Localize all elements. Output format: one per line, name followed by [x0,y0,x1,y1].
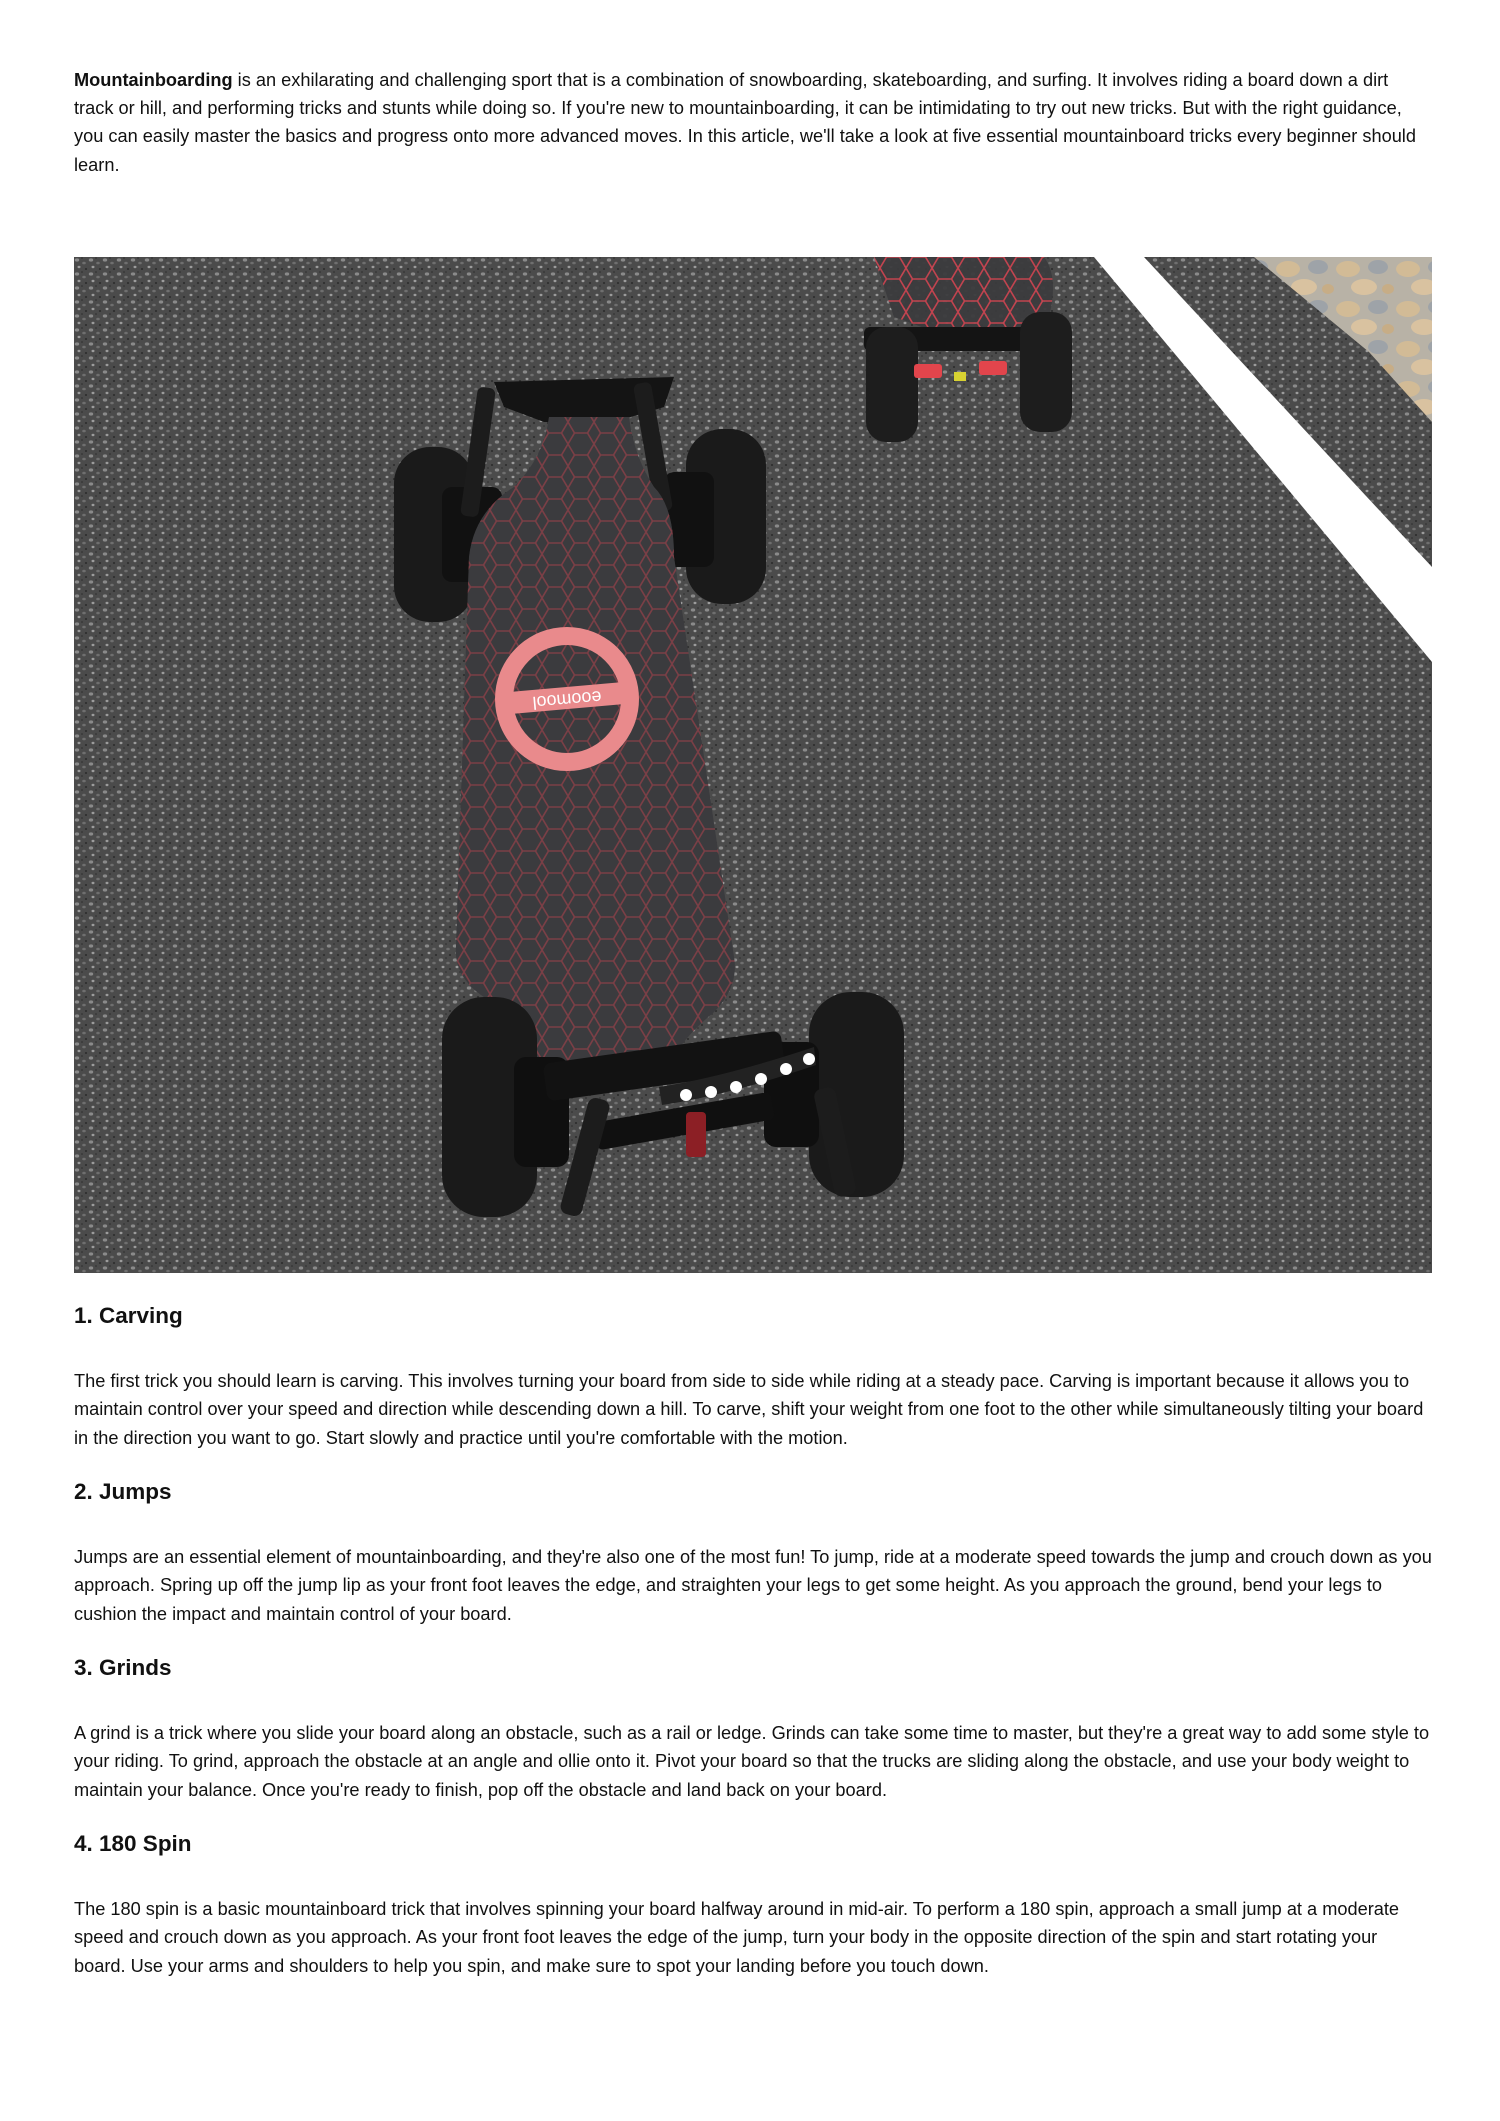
section-carving [74,1302,1432,1448]
intro-bold-lead: Mountainboarding [74,70,233,90]
svg-text:eoomool: eoomool [531,687,603,713]
section-body: A grind is a trick where you slide your board along an obstacle, such as a rail or ledge. Grinds can take some time to master, but they're a great way to add some style to your riding. To grind, approach the obstacle at an angle and ollie onto it. Pivot your board so that the trucks are sliding along the obstacle, and use your body weight to maintain your balance. Once you're ready to finish, pop off the obstacle and land back on your board. [74,1723,1430,1800]
section-heading: 2. Jumps [74,1479,172,1504]
intro-text: is an exhilarating and challenging sport that is a combination of snowboarding, skateboarding, and surfing. It involves riding a board down a dirt track or hill, and performing tricks and stunts while doing so. If you're new to mountainboarding, it can be intimidating to try out new tricks. But with the right guidance, you can easily master the basics and progress onto more advanced moves. In this article, we'll take a look at five essential mountainboard tricks every beginner should learn. [74,70,1416,175]
section-heading: 1. Carving [74,1303,183,1328]
mountainboard-photo [74,257,1432,1273]
section-heading: 3. Grinds [74,1655,172,1680]
section-body: The 180 spin is a basic mountainboard trick that involves spinning your board halfway around in mid-air. To perform a 180 spin, approach a small jump at a moderate speed and crouch down as you approach. As your front foot leaves the edge of the jump, turn your body in the opposite direction of the spin and start rotating your board. Use your arms and shoulders to help you spin, and make sure to spot your landing before you touch down. [74,1899,1400,1976]
section-heading: 4. 180 Spin [74,1831,192,1856]
hero-image [74,257,1432,1273]
section-body: Jumps are an essential element of mountainboarding, and they're also one of the most fun! To jump, ride at a moderate speed towards the jump and crouch down as you approach. Spring up off the jump lip as your front foot leaves the edge, and straighten your legs to get some height. As you approach the ground, bend your legs to cushion the impact and maintain control of your board. [74,1547,1432,1624]
section-180-spin [74,1830,1432,1976]
intro-paragraph [74,66,1432,179]
section-jumps [74,1478,1432,1624]
section-body: The first trick you should learn is carving. This involves turning your board from side to side while riding at a steady pace. Carving is important because it allows you to maintain control over your speed and direction while descending down a hill. To carve, shift your weight from one foot to the other while simultaneously tilting your board in the direction you want to go. Start slowly and practice until you're comfortable with the motion. [74,1371,1424,1448]
section-grinds [74,1654,1432,1800]
